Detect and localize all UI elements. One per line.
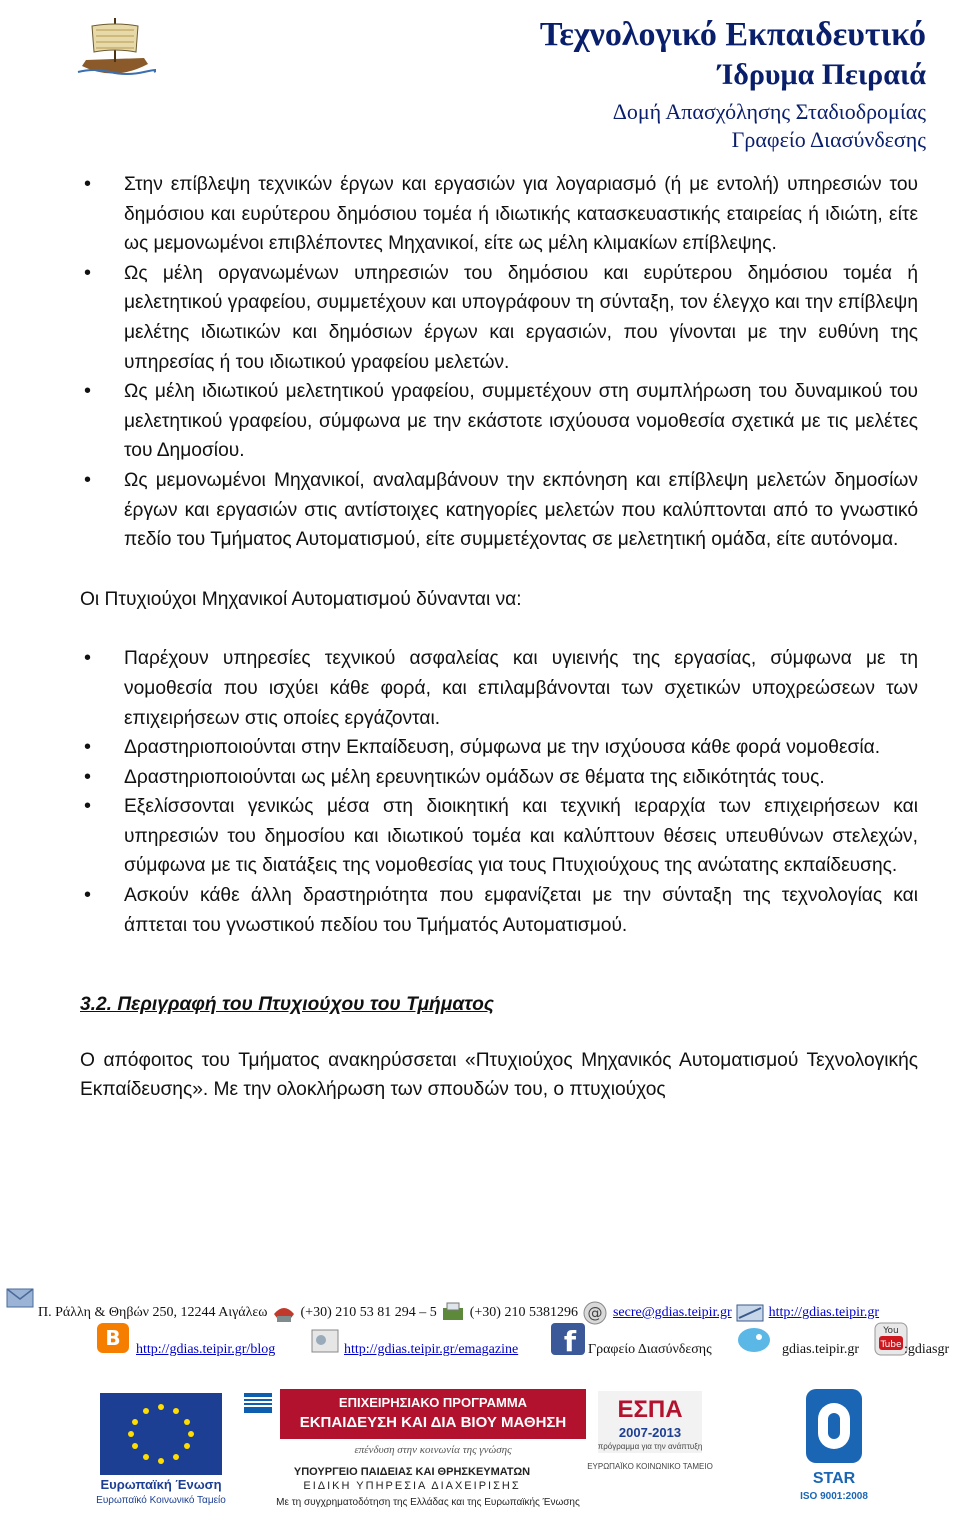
fax-icon — [440, 1302, 466, 1324]
list-item: • Εξελίσσονται γενικώς μέσα στη διοικητική και τεχνική ιεραρχία των επιχειρήσεων και υπηρεσιών του δημοσίου και ιδιωτικού τομέα και καλύπτουν θέσεις υπευθύνων στελεχών, σύμφωνα με τις διατάξεις της νομοθεσίας για τους Πτυχιούχους της ανώτατης εκπαίδευσης. — [80, 792, 918, 881]
eu-label: Ευρωπαϊκή Ένωση — [100, 1477, 222, 1492]
ministry-line1: ΥΠΟΥΡΓΕΙΟ ΠΑΙΔΕΙΑΣ ΚΑΙ ΘΡΗΣΚΕΥΜΑΤΩΝ — [293, 1466, 531, 1478]
document-body — [80, 170, 918, 1105]
bullet-icon: • — [84, 884, 92, 907]
svg-text:@: @ — [587, 1304, 603, 1322]
office-name: Γραφείο Διασύνδεσης — [731, 127, 926, 152]
espa-tagline: πρόγραμμα για την ανάπτυξη — [597, 1442, 703, 1451]
eu-fund-label: Ευρωπαϊκό Κοινωνικό Ταμείο — [96, 1495, 226, 1506]
bullet-list-top — [80, 170, 918, 555]
facebook-icon — [550, 1322, 586, 1356]
blog-link[interactable]: http://gdias.teipir.gr/blog — [136, 1342, 276, 1357]
star-label: STAR — [812, 1470, 856, 1487]
svg-text:Tube: Tube — [880, 1340, 902, 1350]
ministry-line2: ΕΙΔΙΚΗ ΥΠΗΡΕΣΙΑ ΔΙΑΧΕΙΡΙΣΗΣ — [303, 1480, 521, 1492]
blogger-icon — [96, 1322, 130, 1354]
bullet-icon: • — [84, 736, 92, 759]
list-item: • Ως μεμονωμένοι Μηχανικοί, αναλαμβάνουν την εκπόνηση και επίβλεψη μελετών δημοσίων έργων και εργασιών στις αντίστοιχες κατηγορίες μελετών που καλύπτονται από το γνωστικό πεδίο του Τμήματος Αυτοματισμού, είτε συμμετέχοντας σε μελετητική ομάδα, είτε αυτόνομα. — [80, 466, 918, 555]
program-line1: ΕΠΙΧΕΙΡΗΣΙΑΚΟ ΠΡΟΓΡΑΜΜΑ — [338, 1395, 528, 1410]
funding-banner — [0, 1383, 960, 1509]
emagazine-link[interactable]: http://gdias.teipir.gr/emagazine — [344, 1342, 519, 1357]
intro-paragraph: Οι Πτυχιούχοι Μηχανικοί Αυτοματισμού δύνανται να: — [80, 588, 522, 610]
address-text: Π. Ράλλη & Θηβών 250, 12244 Αιγάλεω — [38, 1305, 268, 1321]
program-line2: ΕΚΠΑΙΔΕΥΣΗ ΚΑΙ ΔΙΑ ΒΙΟΥ ΜΑΘΗΣΗ — [299, 1414, 567, 1431]
fax-text: (+30) 210 5381296 — [469, 1305, 578, 1321]
program-tagline: επένδυση στην κοινωνία της γνώσης — [354, 1444, 512, 1456]
website-icon — [735, 1302, 765, 1324]
list-item: • Δραστηριοποιούνται ως μέλη ερευνητικών ομάδων σε θέματα της ειδικότητάς τους. — [80, 763, 918, 793]
mail-envelope-icon — [6, 1286, 34, 1310]
list-item: • Παρέχουν υπηρεσίες τεχνικού ασφαλείας και υγιεινής της εργασίας, σύμφωνα με τη νομοθεσία που ισχύει κάθε φορά, και επιλαμβάνονται των σχετικών υποχρεώσεων των επιχειρήσεων στις οποίες εργάζονται. — [80, 644, 918, 733]
ship-logo-icon — [74, 8, 156, 90]
website-link[interactable]: http://gdias.teipir.gr — [768, 1305, 880, 1321]
email-link[interactable]: secre@gdias.teipir.gr — [612, 1305, 732, 1321]
funding-line: Με τη συγχρηματοδότηση της Ελλάδας και της Ευρωπαϊκής Ένωσης — [276, 1497, 580, 1508]
bullet-icon: • — [84, 795, 92, 818]
eu-flag-icon — [100, 1393, 222, 1475]
list-item: • Δραστηριοποιούνται στην Εκπαίδευση, σύμφωνα με την ισχύουσα κάθε φορά νομοθεσία. — [80, 733, 918, 763]
unit-name: Δομή Απασχόλησης Σταδιοδρομίας — [612, 99, 926, 124]
contact-footer — [0, 1282, 960, 1382]
bullet-icon: • — [84, 173, 92, 195]
svg-text:f: f — [563, 1325, 577, 1356]
bullet-icon: • — [84, 468, 92, 491]
funding-logos — [0, 1383, 960, 1509]
twitter-icon — [736, 1324, 772, 1354]
institution-title: Τεχνολογικό Εκπαιδευτικό — [539, 16, 926, 53]
bullet-icon: • — [84, 261, 92, 284]
svg-text:You: You — [883, 1326, 899, 1336]
espa-logo-text: ΕΣΠΑ — [617, 1396, 683, 1423]
svg-text:B: B — [105, 1326, 121, 1350]
youtube-icon — [874, 1322, 908, 1356]
facebook-text[interactable]: Γραφείο Διασύνδεσης — [588, 1342, 712, 1357]
section-paragraph: Ο απόφοιτος του Τμήματος ανακηρύσσεται «Πτυχιούχος Μηχανικός Αυτοματισμού Τεχνολογικής Εκπαίδευσης». Με την ολοκλήρωση των σπουδών του, ο πτυχιούχος — [80, 1049, 918, 1101]
page-header — [0, 0, 960, 160]
phone-text: (+30) 210 53 81 294 – 5 — [300, 1305, 437, 1321]
bullet-icon: • — [84, 380, 92, 403]
bullet-icon: • — [84, 765, 92, 788]
youtube-text[interactable]: :gdiasgr — [904, 1342, 950, 1357]
list-item: • Ασκούν κάθε άλλη δραστηριότητα που εμφανίζεται με την σύνταξη της τεχνολογίας και άπτεται του γνωστικού πεδίου του Τμήματός Αυτοματισμού. — [80, 881, 918, 940]
list-item: • Ως μέλη οργανωμένων υπηρεσιών του δημόσιου και ευρύτερου δημόσιου τομέα ή μελετητικού γραφείου, συμμετέχουν και υπογράφουν τη σύνταξη, τον έλεγχο και την επίβλεψη μελέτης ιδιωτικών και δημόσιων έργων και εργασιών, που γίνονται με την ευθύνη της υπηρεσίας ή του ιδιωτικού γραφείου μελετών. — [80, 259, 918, 377]
bullet-icon: • — [84, 647, 92, 670]
list-item: • Στην επίβλεψη τεχνικών έργων και εργασιών για λογαριασμό (ή με εντολή) υπηρεσιών του δημόσιου και ευρύτερου δημόσιου τομέα ή ιδιωτικής κατασκευαστικής εταιρείας ή ιδιώτη, είτε ως μεμονωμένοι επιβλέποντες Μηχανικοί, είτε ως μέλη κλιμακίων επίβλεψης. — [80, 170, 918, 259]
section-heading: 3.2. Περιγραφή του Πτυχιούχου του Τμήματος — [80, 994, 495, 1016]
bullet-list-bottom — [80, 644, 918, 940]
institution-subtitle: Ίδρυμα Πειραιά — [717, 58, 926, 91]
espa-years: 2007-2013 — [618, 1425, 682, 1440]
list-item: • Ως μέλη ιδιωτικού μελετητικού γραφείου, συμμετέχουν στη συμπλήρωση του δυναμικού του μελετητικού γραφείου, σύμφωνα με την εκάστοτε ισχύουσα νομοθεσία σχετικά με τις μελέτες του Δημοσίου. — [80, 377, 918, 466]
espa-subline: ΕΥΡΩΠΑΪΚΟ ΚΟΙΝΩΝΙΚΟ ΤΑΜΕΙΟ — [587, 1462, 713, 1471]
greek-flag-icon — [244, 1393, 272, 1413]
iso-label: ISO 9001:2008 — [800, 1491, 868, 1502]
twitter-text[interactable]: gdias.teipir.gr — [782, 1342, 859, 1357]
star-logo-icon — [806, 1389, 862, 1463]
emagazine-icon — [308, 1326, 342, 1356]
phone-icon — [271, 1302, 297, 1324]
